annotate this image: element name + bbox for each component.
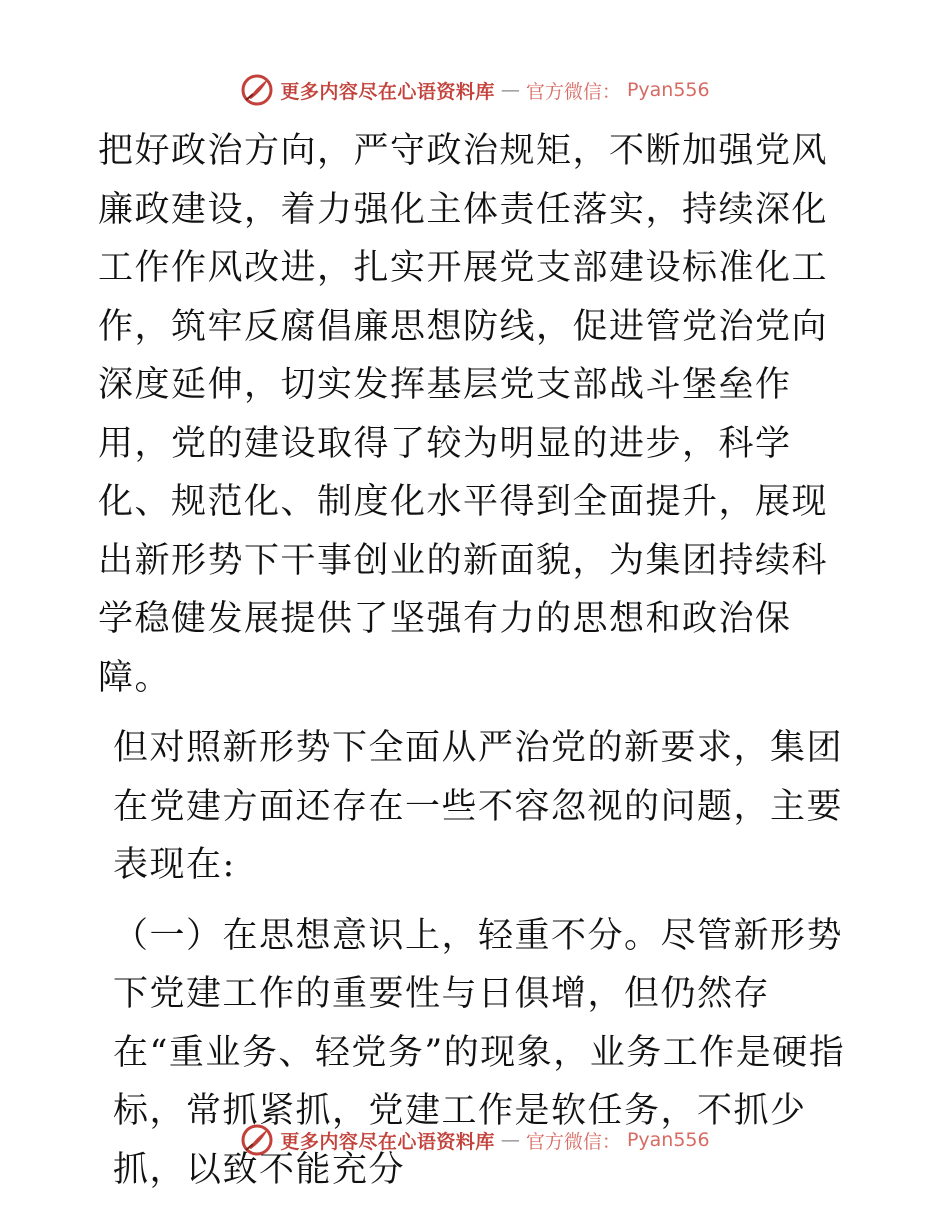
feather-logo-icon [240,73,274,107]
paragraph-2: 但对照新形势下全面从严治党的新要求，集团在党建方面还存在一些不容忽视的问题，主要表现在: [113,728,844,885]
watermark-suffix: 官方微信： [525,80,621,103]
watermark-dash: — [500,1129,520,1151]
paragraph-1: 把好政治方向，严守政治规矩，不断加强党风廉政建设，着力强化主体责任落实，持续深化工作作风改进，扎实开展党支部建设标准化工作，筑牢反腐倡廉思想防线，促进管党治党向深度延伸，切实发挥基层党支部战斗堡垒作用，党的建设取得了较为明显的进步，科学化、规范化、制度化水平得到全面提升，展现出新形势下干事创业的新面貌，为集团持续科学稳健发展提供了坚强有力的思想和政治保障。 [98,131,829,698]
watermark-text: 更多内容尽在心语资料库 [280,1130,495,1153]
footer-watermark [0,1120,950,1160]
watermark-dash: — [500,79,520,101]
watermark-text: 更多内容尽在心语资料库 [280,80,495,103]
feather-logo-icon [240,1123,274,1157]
watermark-wechat-id: Pyan556 [626,79,710,101]
watermark-suffix: 官方微信： [525,1130,621,1153]
document-body [98,122,858,1199]
paragraph-3: （一）在思想意识上，轻重不分。尽管新形势下党建工作的重要性与日俱增，但仍然存在“重业务、轻党务”的现象，业务工作是硬指标，常抓紧抓，党建工作是软任务，不抓少抓，以致不能充分 [113,915,846,1190]
watermark-wechat-id: Pyan556 [626,1129,710,1151]
header-watermark [0,70,950,110]
